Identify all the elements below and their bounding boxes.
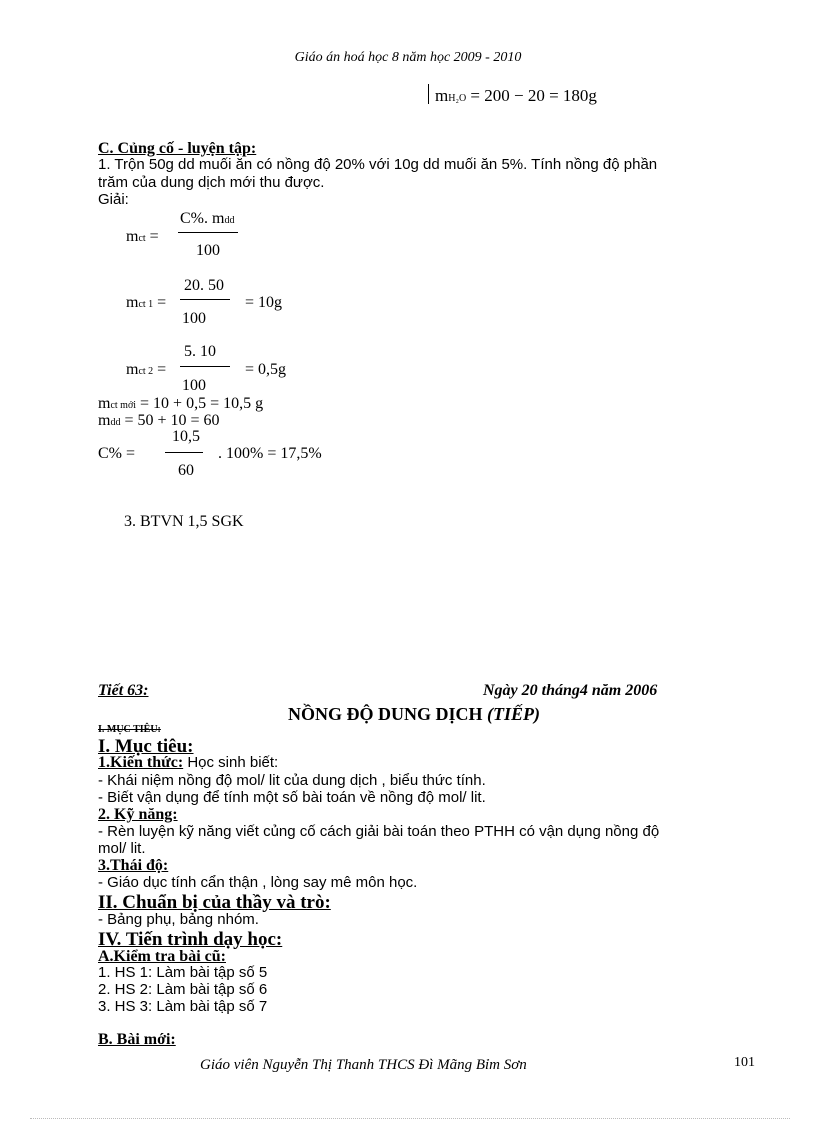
formula-4-numerator: 10,5 [172, 428, 200, 445]
f2-eq: = [157, 294, 167, 311]
footer-teacher: Giáo viên Nguyễn Thị Thanh THCS Đì Mãng Bỉm Sơn [200, 1057, 527, 1073]
knowledge-line [98, 756, 278, 770]
f3-eq: = [157, 361, 167, 378]
water-mass-equation [428, 84, 597, 106]
formula-4-bar [165, 452, 203, 453]
struck-heading: I. MỤC TIÊU: [98, 724, 161, 735]
new-lesson-heading: B. Bài mới: [98, 1031, 176, 1048]
formula-1-numerator [180, 210, 234, 228]
skill-item-1-cont: mol/ lit. [98, 840, 146, 857]
check-item-2: 2. HS 2: Làm bài tập số 6 [98, 981, 268, 998]
formula-4-lhs: C% = [98, 445, 136, 462]
eq-sub: H₂O [448, 93, 467, 104]
mct-new-line [98, 395, 263, 413]
section-c-title: C. Củng cố - luyện tập: [98, 140, 257, 157]
formula-3-bar [180, 366, 230, 367]
formula-3-denominator: 100 [182, 377, 206, 394]
lesson-date: Ngày 20 tháng4 năm 2006 [483, 682, 658, 699]
f2-sub: ct 1 [138, 299, 154, 310]
mct-sub: ct mới [110, 400, 137, 411]
check-item-3: 3. HS 3: Làm bài tập số 7 [98, 998, 268, 1015]
page-header: Giáo án hoá học 8 năm học 2009 - 2010 [294, 50, 522, 65]
f1-num: C%. m [180, 210, 225, 227]
page-number: 101 [734, 1055, 755, 1070]
attitude-item-1: - Giáo dục tính cẩn thận , lòng say mê môn học. [98, 874, 418, 891]
f1-num-sub: dd [224, 215, 235, 226]
formula-2-denominator: 100 [182, 310, 206, 327]
knowledge-text: Học sinh biết: [183, 754, 279, 771]
formula-2-lhs [126, 294, 166, 312]
skill-heading: 2. Kỹ năng: [98, 806, 178, 823]
mdd-rest: = 50 + 10 = 60 [120, 412, 220, 429]
left-bar [428, 84, 429, 104]
knowledge-label: 1.Kiến thức: [98, 754, 184, 771]
f1-m: m [126, 228, 139, 245]
lesson-title-suffix: (TIẾP) [487, 704, 541, 724]
f3-sub: ct 2 [138, 366, 154, 377]
formula-1-denominator: 100 [196, 242, 220, 259]
formula-4-result: . 100% = 17,5% [218, 445, 322, 462]
objectives-heading: I. Mục tiêu: [98, 736, 194, 757]
formula-3-numerator: 5. 10 [184, 343, 216, 360]
skill-item-1: - Rèn luyện kỹ năng viết củng cố cách giải bài toán theo PTHH có vận dụng nồng độ [98, 823, 660, 840]
f3-m: m [126, 361, 139, 378]
formula-3-lhs [126, 361, 166, 379]
homework-line: 3. BTVN 1,5 SGK [124, 513, 244, 530]
lesson-title [288, 704, 540, 725]
mdd-m: m [98, 412, 111, 429]
formula-1-lhs [126, 228, 159, 246]
old-lesson-check-heading: A.Kiểm tra bài cũ: [98, 948, 226, 965]
knowledge-item-2: - Biết vận dụng để tính một số bài toán về nồng độ mol/ lit. [98, 789, 486, 806]
f1-eq: = [149, 228, 159, 245]
formula-3-result: = 0,5g [245, 361, 287, 378]
footer-divider [30, 1118, 790, 1119]
attitude-heading: 3.Thái độ: [98, 857, 169, 874]
formula-1-bar [178, 232, 238, 233]
solution-label: Giải: [98, 191, 129, 208]
knowledge-item-1: - Khái niệm nồng độ mol/ lit của dung dịch , biểu thức tính. [98, 772, 486, 789]
f2-m: m [126, 294, 139, 311]
problem-line-1: 1. Trộn 50g dd muối ăn có nồng độ 20% với 10g dd muối ăn 5%. Tính nồng độ phần [98, 156, 658, 173]
check-item-1: 1. HS 1: Làm bài tập số 5 [98, 964, 268, 981]
formula-2-bar [180, 299, 230, 300]
formula-2-result: = 10g [245, 294, 283, 311]
mdd-line [98, 412, 220, 430]
preparation-heading: II. Chuẩn bị của thầy và trò: [98, 892, 331, 913]
formula-2-numerator: 20. 50 [184, 277, 224, 294]
f1-sub: ct [138, 233, 146, 244]
process-heading: IV. Tiến trình dạy học: [98, 929, 283, 950]
eq-m: m [435, 86, 449, 105]
mct-m: m [98, 395, 111, 412]
formula-4-denominator: 60 [178, 462, 194, 479]
period-label: Tiết 63: [98, 682, 149, 699]
problem-line-2: trăm của dung dịch mới thu được. [98, 174, 325, 191]
preparation-item-1: - Bảng phụ, bảng nhóm. [98, 911, 259, 928]
eq-rest: = 200 − 20 = 180g [466, 86, 597, 105]
mdd-sub: dd [110, 417, 121, 428]
mct-rest: = 10 + 0,5 = 10,5 g [136, 395, 264, 412]
lesson-title-main: NỒNG ĐỘ DUNG DỊCH [288, 704, 483, 724]
